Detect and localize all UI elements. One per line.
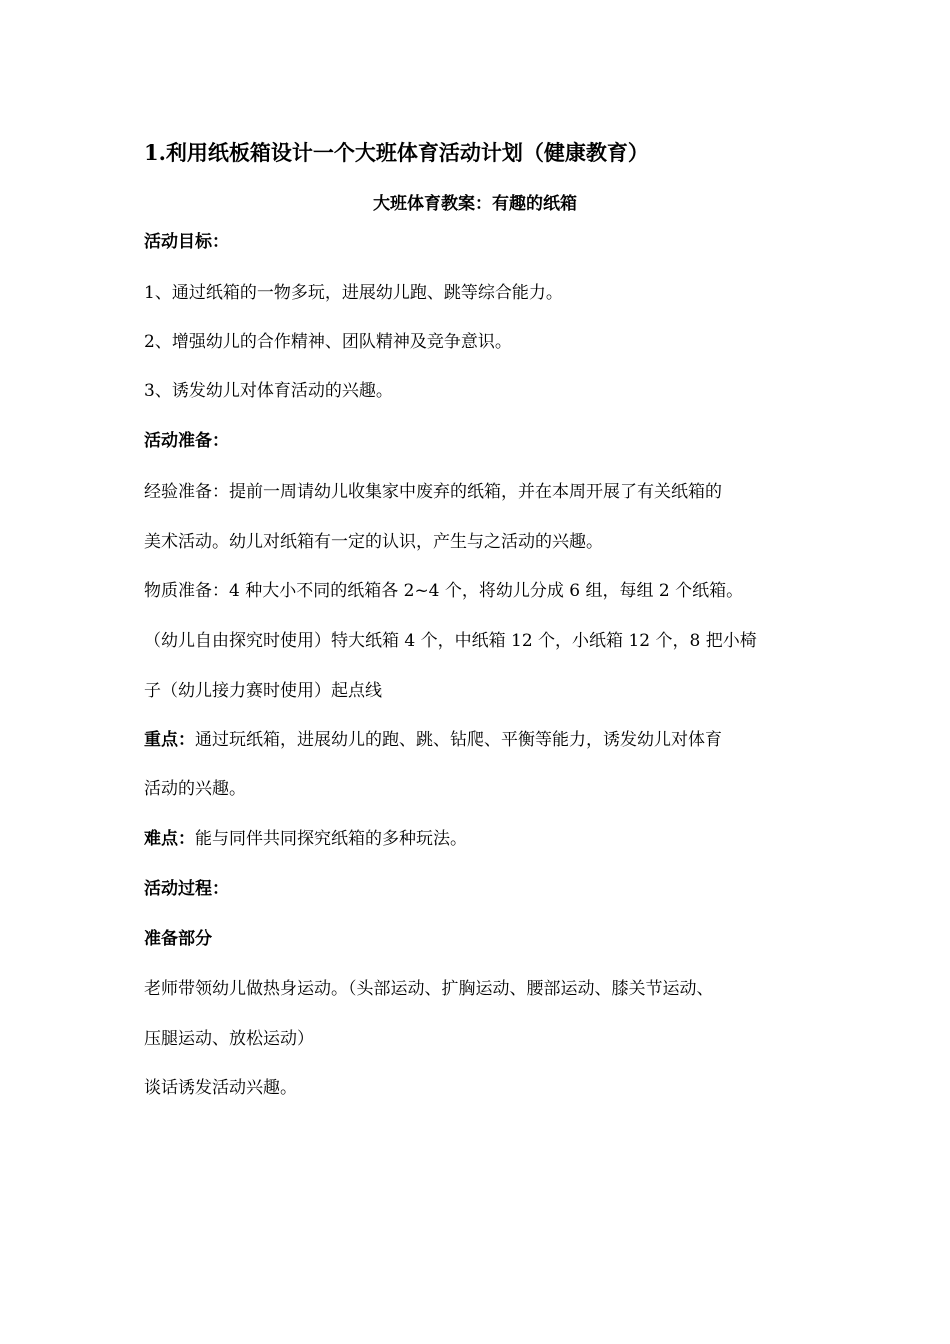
- key-point-label: 重点：: [144, 730, 195, 750]
- key-point-line-2: 活动的兴趣。: [144, 779, 246, 799]
- prep-experience-line-2: 美术活动。幼儿对纸箱有一定的认识，产生与之活动的兴趣。: [144, 532, 603, 552]
- goal-item-1: 1、通过纸箱的一物多玩，进展幼儿跑、跳等综合能力。: [144, 283, 563, 303]
- prep-material-line-3: 子（幼儿接力赛时使用）起点线: [144, 681, 382, 701]
- lesson-title-text: 大班体育教案：有趣的纸箱: [373, 194, 577, 214]
- lesson-title: [0, 192, 950, 216]
- prep-experience-line-1: 经验准备：提前一周请幼儿收集家中废弃的纸箱，并在本周开展了有关纸箱的: [144, 482, 722, 502]
- prep-heading: 活动准备：: [144, 431, 229, 451]
- difficulty-line: [144, 828, 824, 850]
- difficulty-text: 能与同伴共同探究纸箱的多种玩法。: [195, 829, 467, 849]
- warmup-line-2: 压腿运动、放松运动）: [144, 1029, 314, 1049]
- prep-material-line-2: （幼儿自由探究时使用）特大纸箱 4 个，中纸箱 12 个，小纸箱 12 个，8 把小椅: [144, 631, 757, 651]
- goals-heading: 活动目标：: [144, 232, 229, 252]
- prep-material-line-1: 物质准备：4 种大小不同的纸箱各 2~4 个，将幼儿分成 6 组，每组 2 个纸箱。: [144, 581, 744, 601]
- difficulty-label: 难点：: [144, 829, 195, 849]
- goal-item-2: 2、增强幼儿的合作精神、团队精神及竞争意识。: [144, 332, 512, 352]
- process-heading: 活动过程：: [144, 879, 229, 899]
- key-point-text: 通过玩纸箱，进展幼儿的跑、跳、钻爬、平衡等能力，诱发幼儿对体育: [195, 730, 722, 750]
- document-title: 1.利用纸板箱设计一个大班体育活动计划（健康教育）: [144, 140, 649, 165]
- talk-line: 谈话诱发活动兴趣。: [144, 1078, 297, 1098]
- warmup-heading: 准备部分: [144, 929, 212, 949]
- warmup-line-1: 老师带领幼儿做热身运动。（头部运动、扩胸运动、腰部运动、膝关节运动、: [144, 979, 714, 999]
- key-point-line-1: [144, 729, 824, 751]
- goal-item-3: 3、诱发幼儿对体育活动的兴趣。: [144, 381, 393, 401]
